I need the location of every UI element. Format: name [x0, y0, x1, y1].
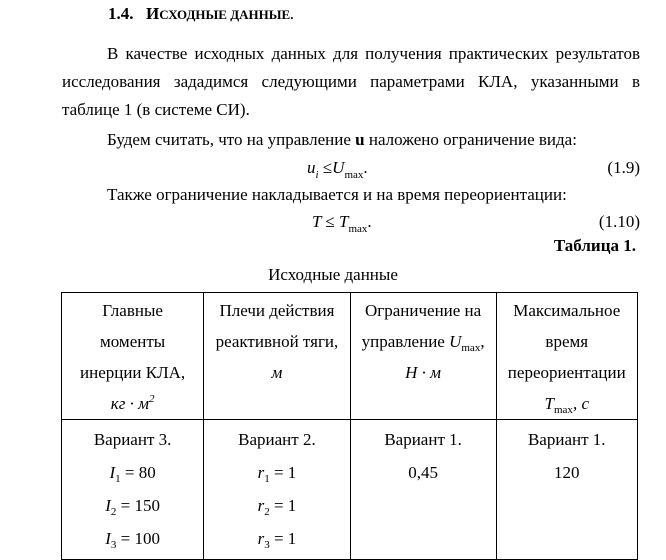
p2-after: наложено ограничение вида: — [368, 130, 577, 149]
header-time-sym: T — [544, 394, 554, 413]
eq1-rhs-sub: max — [344, 169, 364, 181]
cell-arms-variant: Вариант 2. — [238, 430, 316, 449]
i3-val: = 100 — [120, 529, 160, 548]
i3-sub: 3 — [110, 539, 117, 551]
control-symbol: u — [355, 130, 365, 149]
header-time-sym-sub: max — [553, 404, 573, 416]
paragraph-intro: В качестве исходных данных для получения практических результатов исследования зададимся следующими параметрами КЛА, указанными в таблице 1 (в системе СИ). — [62, 44, 640, 119]
table-caption: Исходные данные — [268, 265, 398, 284]
header-time-unit: , с — [572, 394, 589, 413]
eq1-op: ≤ — [322, 158, 333, 177]
cell-inertia-3 — [62, 522, 203, 555]
i2-val: = 150 — [120, 496, 160, 515]
eq1-end: . — [363, 158, 368, 177]
cell-control-value: 0,45 — [408, 463, 438, 482]
eq2-rhs: T — [339, 212, 349, 231]
eq2-rhs-sub: max — [348, 223, 368, 235]
cell-inertia-2 — [62, 489, 203, 522]
header-arms-line-2: реактивной тяги, — [215, 332, 339, 351]
header-control-line-1: Ограничение на — [364, 301, 482, 320]
header-time-line-2: время — [545, 332, 589, 351]
i3-sym: I — [105, 529, 111, 548]
header-control-unit: Н · м — [405, 363, 442, 382]
cell-arms — [204, 420, 351, 560]
cell-time-value: 120 — [554, 463, 580, 482]
cell-control-variant: Вариант 1. — [384, 430, 462, 449]
header-arms — [204, 293, 351, 420]
header-arms-unit: м — [271, 363, 283, 382]
inertia-unit-sup: 2 — [148, 393, 155, 405]
cell-inertia-1 — [62, 456, 203, 489]
r2-sym: r — [257, 496, 265, 515]
cell-time-variant: Вариант 1. — [527, 430, 606, 449]
equation-1-9 — [307, 158, 368, 181]
i1-val: = 80 — [124, 463, 156, 482]
eq2-op: ≤ — [325, 212, 335, 231]
equation-number-1-10: (1.10) — [598, 212, 640, 231]
cell-inertia-variant: Вариант 3. — [93, 430, 172, 449]
header-arms-line-1: Плечи действия — [219, 301, 335, 320]
p2-before: Будем считать, что на управление — [107, 130, 351, 149]
cell-max-time — [496, 420, 637, 560]
paragraph-time-constraint: Также ограничение накладывается и на время переориентации: — [107, 185, 567, 204]
section-title-cap: И — [146, 4, 160, 23]
header-inertia-unit — [62, 388, 203, 419]
eq1-lhs-sub: i — [315, 169, 319, 181]
header-max-time — [496, 293, 637, 420]
r3-sub: 3 — [264, 539, 270, 551]
eq1-lhs: u — [307, 158, 316, 177]
cell-inertia — [62, 420, 204, 560]
equation-1-10 — [312, 212, 372, 235]
cell-arms-1 — [204, 456, 350, 489]
equation-number-1-9: (1.9) — [607, 158, 640, 177]
r3-val: = 1 — [273, 529, 297, 548]
table-data-row — [62, 420, 638, 560]
r2-sub: 2 — [264, 506, 270, 518]
i1-sub: 1 — [115, 473, 121, 485]
header-inertia — [62, 293, 204, 420]
i2-sub: 2 — [110, 506, 117, 518]
eq1-rhs: U — [332, 158, 345, 177]
r1-sym: r — [257, 463, 265, 482]
header-control-line-2 — [351, 326, 496, 357]
r2-val: = 1 — [273, 496, 297, 515]
i2-sym: I — [105, 496, 111, 515]
section-number: 1.4. — [108, 4, 134, 23]
paragraph-control-constraint — [107, 130, 577, 150]
header-inertia-line-1: Главные — [102, 301, 163, 320]
header-time-line-3: переориентации — [507, 363, 626, 382]
header-inertia-line-2: моменты — [100, 332, 166, 351]
eq2-end: . — [367, 212, 372, 231]
cell-control-limit — [350, 420, 496, 560]
inertia-unit-text: кг · м — [110, 394, 149, 413]
eq2-lhs: T — [312, 212, 322, 231]
table-label: Таблица 1. — [553, 236, 636, 255]
r1-val: = 1 — [273, 463, 297, 482]
header-control-sym: U — [449, 332, 462, 351]
parameters-table — [61, 292, 638, 560]
i1-sym: I — [109, 463, 116, 482]
table-header-row — [62, 293, 638, 420]
header-time-line-4 — [497, 388, 637, 419]
cell-arms-2 — [204, 489, 350, 522]
section-title-rest: СХОДНЫЕ ДАННЫЕ. — [159, 7, 294, 22]
header-control-sym-sub: max — [461, 342, 481, 354]
cell-arms-3 — [204, 522, 350, 555]
header-inertia-line-3: инерции КЛА, — [80, 363, 186, 382]
r3-sym: r — [257, 529, 265, 548]
r1-sub: 1 — [264, 473, 270, 485]
header-time-line-1: Максимальное — [513, 301, 621, 320]
header-control-suffix: , — [480, 332, 485, 351]
header-control-prefix: управление — [361, 332, 445, 351]
header-control-limit — [350, 293, 496, 420]
section-title — [146, 4, 293, 24]
